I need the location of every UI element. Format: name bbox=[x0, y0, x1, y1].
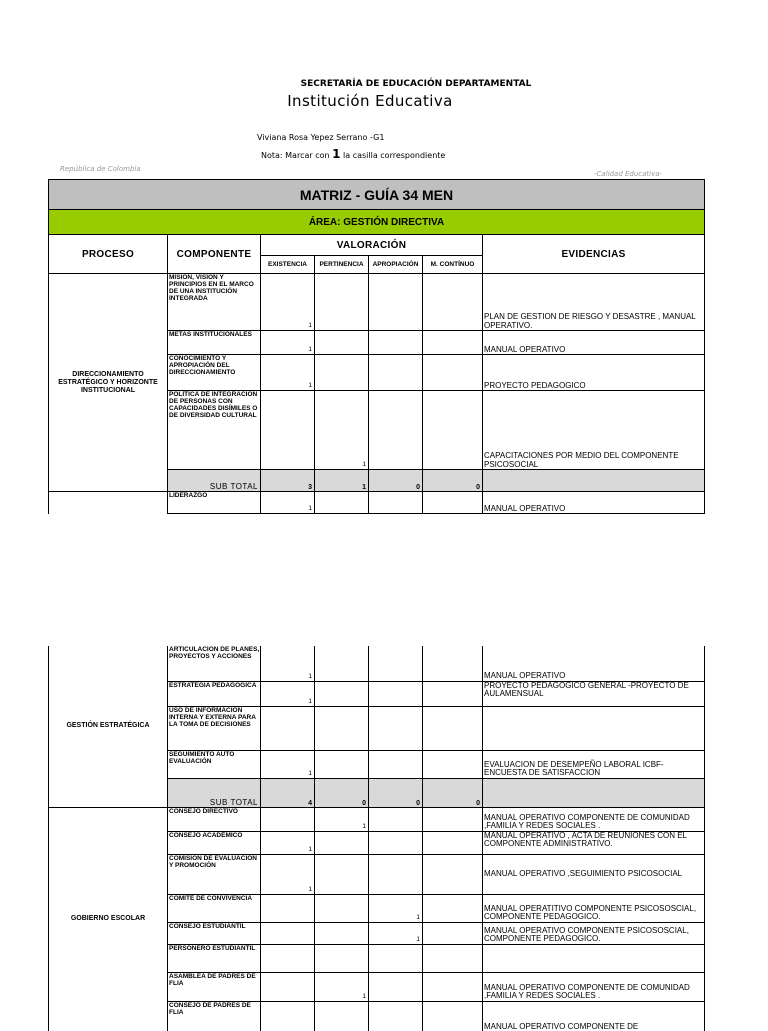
pertinencia-cell bbox=[315, 646, 369, 681]
evidencia-cell: MANUAL OPERATIVO ,SEGUIMIENTO PSICOSOCIAL bbox=[483, 854, 705, 894]
existencia-cell bbox=[261, 391, 315, 470]
evidencia-cell: EVALUACION DE DESEMPEÑO LABORAL ICBF- ENCUESTA DE SATISFACCION bbox=[483, 750, 705, 778]
apropiacion-cell bbox=[369, 854, 423, 894]
existencia-cell bbox=[261, 944, 315, 972]
componente-cell: ASAMBLEA DE PADRES DE FLIA bbox=[168, 972, 261, 1001]
header-componente: COMPONENTE bbox=[168, 235, 261, 274]
mcontinuo-cell bbox=[423, 706, 483, 750]
evidencia-cell: MANUAL OPERATIVO COMPONENTE PSICOSOSCIAL, COMPONENTE PEDAGOGICO. bbox=[483, 922, 705, 944]
apropiacion-cell bbox=[369, 706, 423, 750]
evidencia-cell: MANUAL OPERATITIVO COMPONENTE PSICOSOSCIAL, COMPONENTE PEDAGOGICO. bbox=[483, 894, 705, 922]
pertinencia-cell bbox=[315, 681, 369, 706]
subtotal-existencia: 3 bbox=[261, 470, 315, 492]
subtotal-apropiacion: 0 bbox=[369, 470, 423, 492]
apropiacion-cell: 1 bbox=[369, 922, 423, 944]
mcontinuo-cell bbox=[423, 922, 483, 944]
componente-cell: CONSEJO ESTUDIANTIL bbox=[168, 922, 261, 944]
existencia-cell: 1 bbox=[261, 355, 315, 391]
componente-cell: CONSEJO ACADÉMICO bbox=[168, 831, 261, 854]
area-title: ÁREA: GESTIÓN DIRECTIVA bbox=[49, 210, 705, 235]
evidencia-cell: CAPACITACIONES POR MEDIO DEL COMPONENTE PSICOSOCIAL bbox=[483, 391, 705, 470]
pertinencia-cell bbox=[315, 854, 369, 894]
apropiacion-cell: 1 bbox=[369, 894, 423, 922]
evidencia-cell: PROYECTO PEDAGOGICO GENERAL -PROYECTO DE AULAMENSUAL bbox=[483, 681, 705, 706]
componente-cell: LIDERAZGO bbox=[168, 492, 261, 514]
apropiacion-cell bbox=[369, 750, 423, 778]
apropiacion-cell bbox=[369, 831, 423, 854]
pertinencia-cell bbox=[315, 355, 369, 391]
existencia-cell bbox=[261, 706, 315, 750]
header-valoracion: VALORACIÓN bbox=[261, 235, 483, 256]
pertinencia-cell bbox=[315, 274, 369, 331]
author-name: Viviana Rosa Yepez Serrano -G1 bbox=[257, 133, 385, 142]
table-row bbox=[49, 492, 705, 514]
mcontinuo-cell bbox=[423, 831, 483, 854]
evidencia-cell: MANUAL OPERATIVO COMPONENTE DE COMUNIDAD ,FAMILIA Y REDES SOCIALES . bbox=[483, 972, 705, 1001]
existencia-cell bbox=[261, 1001, 315, 1031]
mcontinuo-cell bbox=[423, 854, 483, 894]
header-mcontinuo: M. CONTÍNUO bbox=[423, 256, 483, 274]
apropiacion-cell bbox=[369, 274, 423, 331]
existencia-cell: 1 bbox=[261, 681, 315, 706]
existencia-cell: 1 bbox=[261, 831, 315, 854]
componente-cell: METAS INSTITUCIONALES bbox=[168, 331, 261, 355]
existencia-cell bbox=[261, 922, 315, 944]
componente-cell: SEGUIMIENTO AUTO EVALUACIÓN bbox=[168, 750, 261, 778]
mcontinuo-cell bbox=[423, 1001, 483, 1031]
existencia-cell: 1 bbox=[261, 492, 315, 514]
pertinencia-cell bbox=[315, 944, 369, 972]
subtotal-pertinencia: 1 bbox=[315, 470, 369, 492]
mcontinuo-cell bbox=[423, 894, 483, 922]
evidencia-cell: MANUAL OPERATIVO COMPONENTE DE COMUNIDAD ,FAMILIA Y REDES SOCIALES . bbox=[483, 807, 705, 831]
header-apropiacion: APROPIACIÓN bbox=[369, 256, 423, 274]
componente-cell: CONOCIMIENTO Y APROPIACIÓN DEL DIRECCIONAMIENTO bbox=[168, 355, 261, 391]
institucion-title: Institución Educativa bbox=[287, 92, 453, 110]
pertinencia-cell bbox=[315, 831, 369, 854]
secretaria-heading: SECRETARÍA DE EDUCACIÓN DEPARTAMENTAL bbox=[300, 79, 532, 89]
header-evidencias: EVIDENCIAS bbox=[483, 235, 705, 274]
pertinencia-cell bbox=[315, 922, 369, 944]
nota-number: 1 bbox=[332, 147, 341, 161]
nota-line bbox=[261, 147, 445, 161]
pertinencia-cell bbox=[315, 331, 369, 355]
componente-cell: CONSEJO DIRECTIVO bbox=[168, 807, 261, 831]
apropiacion-cell bbox=[369, 972, 423, 1001]
existencia-cell: 1 bbox=[261, 331, 315, 355]
subtotal-pertinencia: 0 bbox=[315, 778, 369, 807]
pertinencia-cell: 1 bbox=[315, 807, 369, 831]
subtotal-existencia: 4 bbox=[261, 778, 315, 807]
componente-cell: MISIÓN, VISIÓN Y PRINCIPIOS EN EL MARCO DE UNA INSTITUCIÓN INTEGRADA bbox=[168, 274, 261, 331]
subtotal-mcontinuo: 0 bbox=[423, 470, 483, 492]
subtotal-apropiacion: 0 bbox=[369, 778, 423, 807]
pertinencia-cell bbox=[315, 1001, 369, 1031]
matrix-table-page1 bbox=[48, 179, 705, 514]
componente-cell: ESTRATEGIA PEDAGÓGICA bbox=[168, 681, 261, 706]
existencia-cell: 1 bbox=[261, 750, 315, 778]
existencia-cell bbox=[261, 972, 315, 1001]
mcontinuo-cell bbox=[423, 646, 483, 681]
apropiacion-cell bbox=[369, 944, 423, 972]
table-row bbox=[49, 807, 705, 831]
republica-label: República de Colombia bbox=[60, 165, 141, 173]
mcontinuo-cell bbox=[423, 355, 483, 391]
table-row bbox=[49, 646, 705, 681]
componente-cell: COMITÉ DE CONVIVENCIA bbox=[168, 894, 261, 922]
apropiacion-cell bbox=[369, 1001, 423, 1031]
mcontinuo-cell bbox=[423, 331, 483, 355]
header-existencia: EXISTENCIA bbox=[261, 256, 315, 274]
evidencia-cell: MANUAL OPERATIVO bbox=[483, 492, 705, 514]
subtotal-mcontinuo: 0 bbox=[423, 778, 483, 807]
evidencia-cell: MANUAL OPERATIVO COMPONENTE DE bbox=[483, 1001, 705, 1031]
pertinencia-cell: 1 bbox=[315, 972, 369, 1001]
apropiacion-cell bbox=[369, 355, 423, 391]
mcontinuo-cell bbox=[423, 391, 483, 470]
apropiacion-cell bbox=[369, 807, 423, 831]
pertinencia-cell bbox=[315, 894, 369, 922]
matrix-title: MATRIZ - GUÍA 34 MEN bbox=[49, 180, 705, 210]
existencia-cell bbox=[261, 894, 315, 922]
proceso-label: DIRECCIONAMIENTO ESTRATÉGICO Y HORIZONTE INSTITUCIONAL bbox=[49, 274, 168, 492]
existencia-cell bbox=[261, 807, 315, 831]
mcontinuo-cell bbox=[423, 807, 483, 831]
header-pertinencia: PERTINENCIA bbox=[315, 256, 369, 274]
evidencia-cell bbox=[483, 706, 705, 750]
mcontinuo-cell bbox=[423, 274, 483, 331]
mcontinuo-cell bbox=[423, 750, 483, 778]
componente-cell: USO DE INFORMACIÓN INTERNA Y EXTERNA PARA LA TOMA DE DECISIONES bbox=[168, 706, 261, 750]
componente-cell: COMISIÓN DE EVALUACIÓN Y PROMOCIÓN bbox=[168, 854, 261, 894]
mcontinuo-cell bbox=[423, 681, 483, 706]
subtotal-label: SUB TOTAL bbox=[168, 778, 261, 807]
header-proceso: PROCESO bbox=[49, 235, 168, 274]
proceso-label: GOBIERNO ESCOLAR bbox=[49, 807, 168, 1031]
apropiacion-cell bbox=[369, 681, 423, 706]
apropiacion-cell bbox=[369, 646, 423, 681]
componente-cell: CONSEJO DE PADRES DE FLIA bbox=[168, 1001, 261, 1031]
componente-cell: PERSONERO ESTUDIANTIL bbox=[168, 944, 261, 972]
mcontinuo-cell bbox=[423, 944, 483, 972]
apropiacion-cell bbox=[369, 331, 423, 355]
nota-prefix: Nota: Marcar con bbox=[261, 151, 333, 160]
mcontinuo-cell bbox=[423, 972, 483, 1001]
matrix-table-page2 bbox=[48, 646, 705, 1031]
table-row bbox=[49, 274, 705, 331]
pertinencia-cell bbox=[315, 750, 369, 778]
existencia-cell: 1 bbox=[261, 646, 315, 681]
existencia-cell: 1 bbox=[261, 854, 315, 894]
pertinencia-cell: 1 bbox=[315, 391, 369, 470]
evidencia-cell: MANUAL OPERATIVO , ACTA DE REUNIONES CON EL COMPONENTE ADMINISTRATIVO. bbox=[483, 831, 705, 854]
evidencia-cell: MANUAL OPERATIVO bbox=[483, 646, 705, 681]
proceso-label: GESTIÓN ESTRATÉGICA bbox=[49, 646, 168, 807]
evidencia-cell: MANUAL OPERATIVO bbox=[483, 331, 705, 355]
evidencia-cell bbox=[483, 944, 705, 972]
evidencia-cell: PROYECTO PEDAGOGICO bbox=[483, 355, 705, 391]
subtotal-label: SUB TOTAL bbox=[168, 470, 261, 492]
pertinencia-cell bbox=[315, 706, 369, 750]
evidencia-cell: PLAN DE GESTION DE RIESGO Y DESASTRE , MANUAL OPERATIVO. bbox=[483, 274, 705, 331]
componente-cell: ARTICULACIÓN DE PLANES, PROYECTOS Y ACCIONES bbox=[168, 646, 261, 681]
apropiacion-cell bbox=[369, 391, 423, 470]
calidad-label: -Calidad Educativa- bbox=[594, 170, 663, 178]
existencia-cell: 1 bbox=[261, 274, 315, 331]
nota-suffix: la casilla correspondiente bbox=[340, 151, 446, 160]
componente-cell: POLÍTICA DE INTEGRACIÓN DE PERSONAS CON CAPACIDADES DISÍMILES O DE DIVERSIDAD CULTURAL bbox=[168, 391, 261, 470]
